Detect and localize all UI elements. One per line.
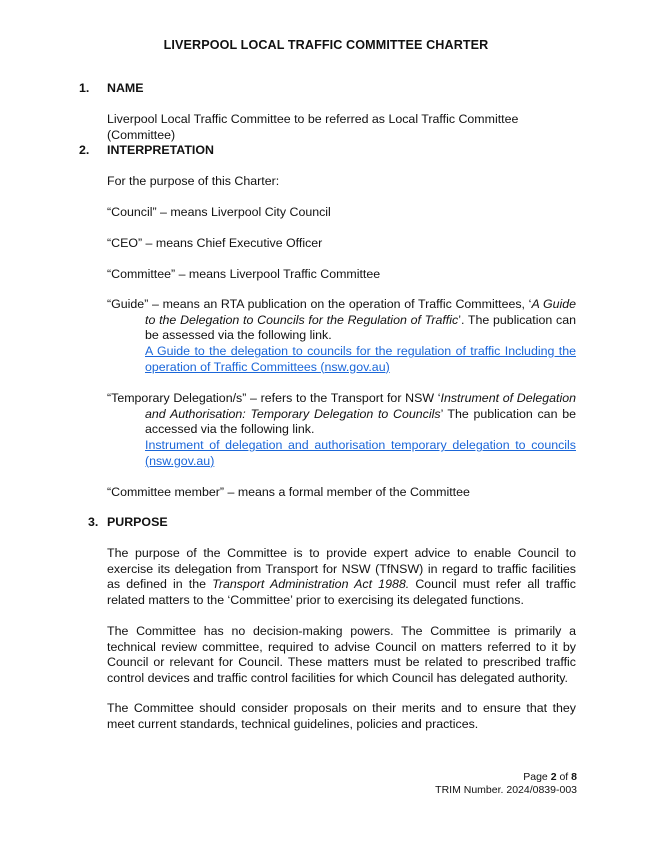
interpretation-intro: For the purpose of this Charter: bbox=[107, 174, 280, 188]
definition-guide bbox=[107, 297, 576, 344]
definition-committee-member: “Committee member” – means a formal member of the Committee bbox=[107, 485, 470, 499]
purpose-paragraph-2: The Committee has no decision-making powers. The Committee is primarily a technical review committee, required to advise Council on matters referred to it by Council or relevant for Council. These matters must be related to prescribed traffic control devices and traffic control facilities for which Council has delegated authority. bbox=[107, 624, 576, 685]
section-1-number: 1. bbox=[79, 81, 90, 95]
guide-title: A Guide to the Delegation to Councils for the Regulation of Traffic bbox=[145, 297, 577, 327]
temporary-title: Instrument of Delegation and Authorisation: Temporary Delegation to Councils bbox=[145, 391, 576, 421]
purpose-p1-lead: The purpose of the Committee is to provide expert advice to enable Council to exercise its delegation from Transport for NSW (TfNSW) in regard to traffic facilities as defined in the bbox=[107, 546, 576, 591]
definition-ceo: “CEO” – means Chief Executive Officer bbox=[107, 236, 323, 250]
purpose-p1-act: Transport Administration Act 1988. bbox=[212, 577, 410, 591]
guide-link[interactable]: A Guide to the delegation to councils for the regulation of traffic Including the operation of Traffic Committees (nsw.gov.au) bbox=[145, 344, 576, 374]
purpose-paragraph-1 bbox=[107, 546, 576, 608]
document-title: LIVERPOOL LOCAL TRAFFIC COMMITTEE CHARTER bbox=[163, 38, 489, 52]
section-2-heading: INTERPRETATION bbox=[107, 143, 214, 157]
section-1-text: Liverpool Local Traffic Committee to be referred as Local Traffic Committee (Committee) bbox=[107, 112, 519, 142]
temporary-tail: ’ The publication can be accessed via the following link. bbox=[145, 406, 576, 436]
page-footer bbox=[435, 771, 577, 796]
temporary-delegation-link[interactable]: Instrument of delegation and authorisation temporary delegation to councils (nsw.gov.au) bbox=[145, 438, 576, 468]
guide-lead: “Guide” – means an RTA publication on the operation of Traffic Committees, ‘ bbox=[107, 297, 532, 311]
definition-temporary-delegation bbox=[107, 391, 576, 438]
section-1-heading: NAME bbox=[107, 81, 144, 95]
section-3-heading: PURPOSE bbox=[107, 515, 168, 529]
section-3-number: 3. bbox=[88, 515, 99, 529]
temporary-lead: “Temporary Delegation/s” – refers to the Transport for NSW ‘ bbox=[107, 391, 441, 405]
guide-tail: ’. The publication can be assessed via the following link. bbox=[145, 312, 576, 342]
definition-council: “Council” – means Liverpool City Council bbox=[107, 205, 331, 219]
purpose-paragraph-3: The Committee should consider proposals on their merits and to ensure that they meet current standards, technical guidelines, policies and practices. bbox=[107, 701, 576, 731]
purpose-p1-tail: Council must refer all traffic related matters to the ‘Committee’ prior to exercising its delegated functions. bbox=[107, 577, 576, 607]
section-2-number: 2. bbox=[79, 143, 90, 157]
trim-number: TRIM Number. 2024/0839-003 bbox=[435, 783, 577, 796]
definition-committee: “Committee” – means Liverpool Traffic Committee bbox=[107, 267, 381, 281]
page-number: Page 2 of 8 bbox=[523, 771, 577, 783]
